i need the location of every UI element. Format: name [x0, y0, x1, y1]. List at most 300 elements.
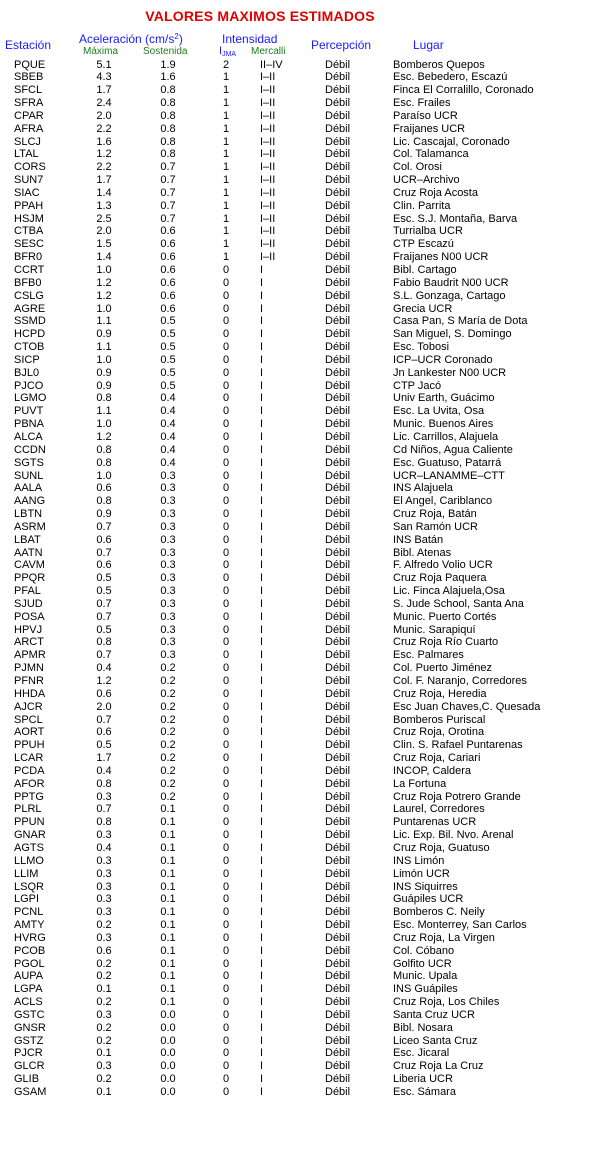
header-aceleracion-exponent: 2 — [174, 32, 179, 41]
percepcion: Débil — [325, 957, 351, 970]
table-row — [0, 1086, 590, 1099]
intensidad-mercalli: I — [260, 610, 264, 623]
station-code: AGRE — [14, 302, 46, 315]
intensidad-jma: 1 — [222, 212, 230, 225]
table-row — [0, 855, 590, 868]
percepcion: Débil — [325, 328, 351, 341]
station-code: PJCR — [14, 1047, 43, 1060]
table-row — [0, 970, 590, 983]
intensidad-jma: 0 — [222, 983, 230, 996]
aceleracion-sostenida: 0.4 — [160, 430, 176, 443]
station-code: SUNL — [14, 469, 44, 482]
station-code: AFOR — [14, 777, 45, 790]
table-row — [0, 290, 590, 303]
table-row — [0, 482, 590, 495]
intensidad-jma: 0 — [222, 726, 230, 739]
intensidad-jma: 0 — [222, 893, 230, 906]
station-code: LSQR — [14, 880, 44, 893]
table-row — [0, 778, 590, 791]
percepcion: Débil — [325, 777, 351, 790]
aceleracion-sostenida: 0.0 — [160, 1073, 176, 1086]
intensidad-mercalli: I — [260, 418, 264, 431]
aceleracion-maxima: 0.9 — [96, 366, 112, 379]
lugar: ICP–UCR Coronado — [393, 353, 493, 366]
table-row — [0, 123, 590, 136]
intensidad-mercalli: I–II — [260, 186, 276, 199]
intensidad-jma: 0 — [222, 405, 230, 418]
table-row — [0, 919, 590, 932]
aceleracion-maxima: 1.7 — [96, 84, 112, 97]
station-code: PPAH — [14, 199, 44, 212]
aceleracion-sostenida: 0.0 — [160, 1086, 176, 1098]
table-row — [0, 328, 590, 341]
lugar: Turrialba UCR — [393, 225, 463, 238]
aceleracion-maxima: 1.0 — [96, 264, 112, 276]
intensidad-jma: 0 — [222, 880, 230, 893]
intensidad-jma: 1 — [222, 199, 230, 212]
percepcion: Débil — [325, 636, 351, 649]
table-row — [0, 675, 590, 688]
percepcion: Débil — [325, 944, 351, 957]
percepcion: Débil — [325, 1034, 351, 1047]
station-code: PFAL — [14, 585, 41, 598]
percepcion: Débil — [325, 790, 351, 803]
percepcion: Débil — [325, 212, 351, 225]
intensidad-jma: 0 — [222, 443, 230, 456]
intensidad-mercalli: I — [260, 1021, 264, 1034]
station-code: SGTS — [14, 456, 44, 469]
aceleracion-maxima: 0.6 — [96, 482, 112, 495]
intensidad-jma: 0 — [222, 919, 230, 932]
station-code: SESC — [14, 238, 44, 251]
header-mercalli: Mercalli — [251, 46, 286, 57]
intensidad-mercalli: I — [260, 495, 264, 508]
aceleracion-maxima: 1.2 — [96, 148, 112, 161]
percepcion: Débil — [325, 983, 351, 996]
intensidad-mercalli: I — [260, 353, 264, 366]
aceleracion-maxima: 0.8 — [96, 636, 112, 649]
lugar: Santa Cruz UCR — [393, 1008, 475, 1021]
lugar: Esc. Sámara — [393, 1086, 456, 1098]
intensidad-jma: 0 — [222, 1021, 230, 1034]
table-row — [0, 688, 590, 701]
lugar: Cruz Roja, Orotina — [393, 726, 485, 739]
percepcion: Débil — [325, 366, 351, 379]
station-code: AATN — [14, 546, 43, 559]
intensidad-mercalli: I — [260, 880, 264, 893]
aceleracion-sostenida: 0.3 — [160, 482, 176, 495]
aceleracion-sostenida: 0.2 — [160, 713, 176, 726]
percepcion: Débil — [325, 71, 351, 84]
aceleracion-sostenida: 0.4 — [160, 405, 176, 418]
station-code: HPVJ — [14, 623, 43, 636]
intensidad-jma: 0 — [222, 1008, 230, 1021]
lugar: Bibl. Cartago — [393, 264, 457, 276]
aceleracion-sostenida: 1.9 — [160, 58, 176, 71]
lugar: Col. Puerto Jiménez — [393, 662, 493, 675]
intensidad-mercalli: I–II — [260, 251, 276, 264]
aceleracion-sostenida: 0.5 — [160, 366, 176, 379]
intensidad-jma: 0 — [222, 559, 230, 572]
header-percepcion: Percepción — [311, 38, 372, 52]
table-row — [0, 418, 590, 431]
station-code: APMR — [14, 649, 46, 662]
intensidad-jma: 0 — [222, 585, 230, 598]
intensidad-jma: 0 — [222, 1047, 230, 1060]
header-i-subscript: JMA — [222, 51, 237, 58]
percepcion: Débil — [325, 597, 351, 610]
aceleracion-maxima: 0.3 — [96, 893, 112, 906]
station-code: CSLG — [14, 289, 44, 302]
aceleracion-sostenida: 0.8 — [160, 109, 176, 122]
intensidad-mercalli: I — [260, 1073, 264, 1086]
intensidad-jma: 1 — [222, 122, 230, 135]
intensidad-mercalli: I — [260, 970, 264, 983]
percepcion: Débil — [325, 225, 351, 238]
intensidad-mercalli: I — [260, 713, 264, 726]
station-code: LGPA — [14, 983, 43, 996]
intensidad-jma: 0 — [222, 687, 230, 700]
intensidad-jma: 0 — [222, 328, 230, 341]
intensidad-mercalli: I — [260, 726, 264, 739]
table-row — [0, 662, 590, 675]
table-row — [0, 495, 590, 508]
table-row — [0, 585, 590, 598]
intensidad-mercalli: I — [260, 341, 264, 354]
intensidad-jma: 1 — [222, 135, 230, 148]
intensidad-mercalli: I — [260, 379, 264, 392]
aceleracion-maxima: 0.8 — [96, 495, 112, 508]
intensidad-mercalli: I–II — [260, 84, 276, 97]
lugar: San Miguel, S. Domingo — [393, 328, 512, 341]
percepcion: Débil — [325, 186, 351, 199]
lugar: Bomberos C. Neily — [393, 906, 485, 919]
station-code: AALA — [14, 482, 43, 495]
aceleracion-maxima: 2.5 — [96, 212, 112, 225]
intensidad-mercalli: I — [260, 264, 264, 276]
aceleracion-maxima: 0.4 — [96, 764, 112, 777]
intensidad-mercalli: I — [260, 790, 264, 803]
table-row — [0, 200, 590, 213]
table-row — [0, 521, 590, 534]
intensidad-jma: 1 — [222, 186, 230, 199]
lugar: INS Siquirres — [393, 880, 458, 893]
percepcion: Débil — [325, 1047, 351, 1060]
aceleracion-sostenida: 0.3 — [160, 520, 176, 533]
aceleracion-maxima: 1.2 — [96, 430, 112, 443]
intensidad-mercalli: I — [260, 803, 264, 816]
intensidad-jma: 0 — [222, 1073, 230, 1086]
intensidad-jma: 0 — [222, 341, 230, 354]
lugar: Esc Juan Chaves,C. Quesada — [393, 700, 541, 713]
lugar: Liberia UCR — [393, 1073, 453, 1086]
table-row — [0, 726, 590, 739]
aceleracion-sostenida: 0.1 — [160, 919, 176, 932]
percepcion: Débil — [325, 97, 351, 110]
percepcion: Débil — [325, 174, 351, 187]
aceleracion-maxima: 0.8 — [96, 777, 112, 790]
percepcion: Débil — [325, 803, 351, 816]
intensidad-mercalli: I — [260, 302, 264, 315]
header-ijma — [219, 45, 236, 58]
intensidad-jma: 0 — [222, 906, 230, 919]
station-code: CORS — [14, 161, 46, 174]
intensidad-mercalli: I–II — [260, 161, 276, 174]
intensidad-mercalli: I — [260, 315, 264, 328]
table-row — [0, 405, 590, 418]
intensidad-mercalli: I — [260, 559, 264, 572]
percepcion: Débil — [325, 970, 351, 983]
aceleracion-sostenida: 0.5 — [160, 353, 176, 366]
lugar: Grecia UCR — [393, 302, 453, 315]
aceleracion-sostenida: 0.3 — [160, 533, 176, 546]
intensidad-jma: 0 — [222, 752, 230, 765]
intensidad-jma: 0 — [222, 276, 230, 289]
intensidad-jma: 0 — [222, 546, 230, 559]
aceleracion-sostenida: 0.4 — [160, 456, 176, 469]
station-code: AUPA — [14, 970, 44, 983]
station-code: PQUE — [14, 58, 46, 71]
lugar: Guápiles UCR — [393, 893, 464, 906]
table-row — [0, 1035, 590, 1048]
intensidad-jma: 0 — [222, 379, 230, 392]
aceleracion-maxima: 0.2 — [96, 970, 112, 983]
intensidad-jma: 1 — [222, 174, 230, 187]
lugar: INS Limón — [393, 854, 445, 867]
table-row — [0, 431, 590, 444]
aceleracion-sostenida: 0.2 — [160, 777, 176, 790]
lugar: Lic. Finca Alajuela,Osa — [393, 585, 505, 598]
intensidad-mercalli: I — [260, 931, 264, 944]
station-code: LBTN — [14, 508, 43, 521]
table-row — [0, 739, 590, 752]
intensidad-jma: 0 — [222, 495, 230, 508]
station-code: PCNL — [14, 906, 44, 919]
station-code: CPAR — [14, 109, 44, 122]
aceleracion-maxima: 0.2 — [96, 957, 112, 970]
aceleracion-maxima: 0.6 — [96, 533, 112, 546]
aceleracion-sostenida: 0.0 — [160, 1034, 176, 1047]
intensidad-mercalli: I — [260, 1086, 264, 1098]
table-row — [0, 444, 590, 457]
percepcion: Débil — [325, 315, 351, 328]
aceleracion-sostenida: 0.8 — [160, 84, 176, 97]
intensidad-mercalli: I — [260, 289, 264, 302]
percepcion: Débil — [325, 906, 351, 919]
aceleracion-maxima: 1.0 — [96, 418, 112, 431]
aceleracion-maxima: 0.5 — [96, 739, 112, 752]
aceleracion-sostenida: 0.8 — [160, 135, 176, 148]
table-row — [0, 547, 590, 560]
lugar: Puntarenas UCR — [393, 816, 477, 829]
table-row — [0, 598, 590, 611]
aceleracion-sostenida: 0.3 — [160, 495, 176, 508]
aceleracion-maxima: 0.2 — [96, 996, 112, 1009]
intensidad-jma: 0 — [222, 597, 230, 610]
percepcion: Débil — [325, 1086, 351, 1098]
aceleracion-sostenida: 0.3 — [160, 636, 176, 649]
station-code: AJCR — [14, 700, 43, 713]
station-code: ARCT — [14, 636, 44, 649]
lugar: Esc. Monterrey, San Carlos — [393, 919, 527, 932]
lugar: Liceo Santa Cruz — [393, 1034, 478, 1047]
intensidad-jma: 0 — [222, 533, 230, 546]
header-aceleracion-close: ) — [178, 32, 183, 46]
lugar: Munic. Sarapiquí — [393, 623, 476, 636]
header-aceleracion — [79, 32, 183, 46]
lugar: Col. Talamanca — [393, 148, 469, 161]
lugar: Bibl. Nosara — [393, 1021, 453, 1034]
intensidad-mercalli: I — [260, 752, 264, 765]
intensidad-jma: 0 — [222, 1034, 230, 1047]
intensidad-mercalli: I — [260, 867, 264, 880]
aceleracion-sostenida: 1.6 — [160, 71, 176, 84]
percepcion: Débil — [325, 122, 351, 135]
percepcion: Débil — [325, 161, 351, 174]
intensidad-mercalli: I–II — [260, 148, 276, 161]
station-code: AMTY — [14, 919, 45, 932]
aceleracion-maxima: 2.2 — [96, 161, 112, 174]
aceleracion-sostenida: 0.1 — [160, 880, 176, 893]
percepcion: Débil — [325, 867, 351, 880]
percepcion: Débil — [325, 148, 351, 161]
lugar: El Angel, Cariblanco — [393, 495, 493, 508]
percepcion: Débil — [325, 713, 351, 726]
intensidad-mercalli: I — [260, 482, 264, 495]
lugar: Esc. Bebedero, Escazú — [393, 71, 508, 84]
percepcion: Débil — [325, 199, 351, 212]
station-code: SSMD — [14, 315, 46, 328]
lugar: INCOP, Caldera — [393, 764, 472, 777]
station-code: SPCL — [14, 713, 43, 726]
aceleracion-sostenida: 0.5 — [160, 379, 176, 392]
intensidad-mercalli: II–IV — [260, 58, 283, 71]
table-row — [0, 136, 590, 149]
aceleracion-maxima: 2.0 — [96, 109, 112, 122]
aceleracion-maxima: 1.0 — [96, 302, 112, 315]
station-code: SBEB — [14, 71, 44, 84]
percepcion: Débil — [325, 585, 351, 598]
aceleracion-maxima: 1.2 — [96, 289, 112, 302]
intensidad-jma: 1 — [222, 109, 230, 122]
aceleracion-sostenida: 0.7 — [160, 199, 176, 212]
lugar: Cruz Roja, La Virgen — [393, 931, 495, 944]
aceleracion-sostenida: 0.7 — [160, 161, 176, 174]
lugar: Cruz Roja La Cruz — [393, 1060, 484, 1073]
aceleracion-sostenida: 0.6 — [160, 276, 176, 289]
percepcion: Débil — [325, 341, 351, 354]
table-row — [0, 714, 590, 727]
aceleracion-sostenida: 0.3 — [160, 623, 176, 636]
intensidad-jma: 0 — [222, 944, 230, 957]
lugar: Casa Pan, S María de Dota — [393, 315, 528, 328]
lugar: Univ Earth, Guácimo — [393, 392, 495, 405]
table-row — [0, 559, 590, 572]
station-code: LBAT — [14, 533, 41, 546]
intensidad-jma: 1 — [222, 84, 230, 97]
table-row — [0, 881, 590, 894]
aceleracion-maxima: 0.6 — [96, 944, 112, 957]
header-sostenida: Sostenida — [143, 46, 188, 57]
intensidad-jma: 0 — [222, 931, 230, 944]
intensidad-jma: 0 — [222, 996, 230, 1009]
aceleracion-maxima: 4.3 — [96, 71, 112, 84]
intensidad-mercalli: I–II — [260, 135, 276, 148]
percepcion: Débil — [325, 996, 351, 1009]
percepcion: Débil — [325, 443, 351, 456]
lugar: Cruz Roja Potrero Grande — [393, 790, 521, 803]
table-row — [0, 611, 590, 624]
intensidad-jma: 0 — [222, 764, 230, 777]
aceleracion-sostenida: 0.1 — [160, 803, 176, 816]
table-row — [0, 932, 590, 945]
percepcion: Débil — [325, 533, 351, 546]
intensidad-jma: 0 — [222, 264, 230, 276]
lugar: S. Jude School, Santa Ana — [393, 597, 524, 610]
aceleracion-sostenida: 0.3 — [160, 508, 176, 521]
intensidad-jma: 0 — [222, 970, 230, 983]
station-code: PGOL — [14, 957, 45, 970]
station-code: LGPI — [14, 893, 40, 906]
intensidad-mercalli: I — [260, 533, 264, 546]
aceleracion-sostenida: 0.4 — [160, 418, 176, 431]
station-code: PJCO — [14, 379, 44, 392]
percepcion: Débil — [325, 649, 351, 662]
station-code: PUVT — [14, 405, 44, 418]
intensidad-jma: 0 — [222, 392, 230, 405]
percepcion: Débil — [325, 880, 351, 893]
aceleracion-maxima: 0.2 — [96, 1034, 112, 1047]
station-code: LLMO — [14, 854, 44, 867]
aceleracion-sostenida: 0.3 — [160, 610, 176, 623]
station-code: CCRT — [14, 264, 45, 276]
intensidad-jma: 1 — [222, 148, 230, 161]
percepcion: Débil — [325, 109, 351, 122]
table-row — [0, 264, 590, 277]
station-code: HVRG — [14, 931, 46, 944]
station-code: SFCL — [14, 84, 43, 97]
aceleracion-maxima: 0.5 — [96, 623, 112, 636]
station-code: SLCJ — [14, 135, 41, 148]
intensidad-jma: 0 — [222, 366, 230, 379]
table-row — [0, 893, 590, 906]
lugar: UCR–LANAMME–CTT — [393, 469, 505, 482]
aceleracion-maxima: 0.7 — [96, 713, 112, 726]
aceleracion-sostenida: 0.2 — [160, 726, 176, 739]
station-code: LLIM — [14, 867, 39, 880]
station-code: HCPD — [14, 328, 46, 341]
percepcion: Débil — [325, 264, 351, 276]
station-code: GSTC — [14, 1008, 45, 1021]
table-row — [0, 380, 590, 393]
lugar: Golfito UCR — [393, 957, 452, 970]
aceleracion-maxima: 0.3 — [96, 931, 112, 944]
intensidad-jma: 0 — [222, 713, 230, 726]
table-row — [0, 238, 590, 251]
aceleracion-sostenida: 0.1 — [160, 841, 176, 854]
aceleracion-sostenida: 0.0 — [160, 1021, 176, 1034]
intensidad-mercalli: I–II — [260, 109, 276, 122]
station-code: PJMN — [14, 662, 44, 675]
table-row — [0, 1073, 590, 1086]
percepcion: Débil — [325, 418, 351, 431]
percepcion: Débil — [325, 58, 351, 71]
lugar: Bomberos Quepos — [393, 58, 485, 71]
aceleracion-maxima: 1.1 — [96, 405, 112, 418]
aceleracion-maxima: 1.1 — [96, 341, 112, 354]
station-code: SICP — [14, 353, 40, 366]
station-code: HSJM — [14, 212, 44, 225]
